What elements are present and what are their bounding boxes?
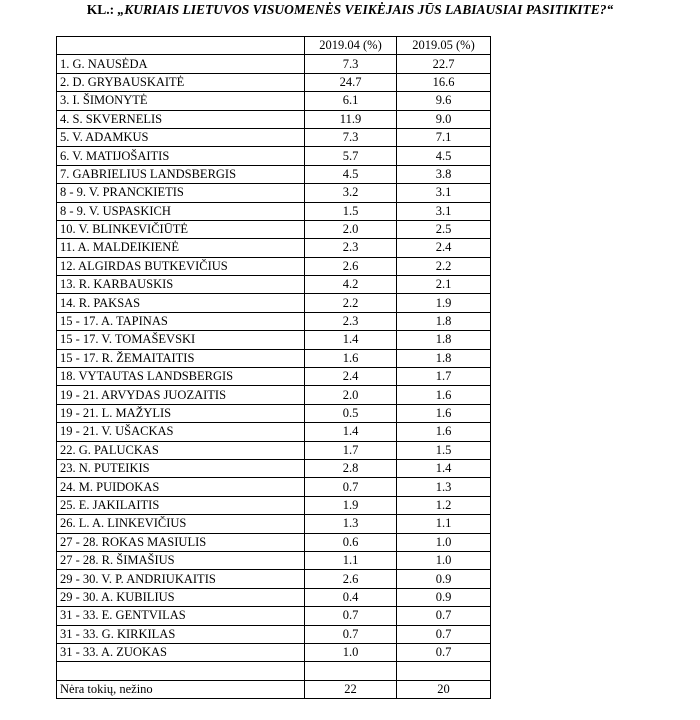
value-2019-04: 0.7 [305, 607, 397, 625]
person-name: 3. I. ŠIMONYTĖ [57, 92, 305, 110]
person-name: 24. M. PUIDOKAS [57, 478, 305, 496]
person-name: 19 - 21. L. MAŽYLIS [57, 404, 305, 422]
table-row [57, 643, 491, 661]
value-2019-05: 3.1 [397, 202, 491, 220]
table-row [57, 294, 491, 312]
table-row [57, 349, 491, 367]
value-2019-04: 1.4 [305, 423, 397, 441]
header-row [57, 37, 491, 55]
table-row [57, 257, 491, 275]
value-2019-05: 1.0 [397, 533, 491, 551]
table-row [57, 386, 491, 404]
value-2019-04: 2.6 [305, 257, 397, 275]
value-2019-05: 1.8 [397, 331, 491, 349]
footer-row [57, 680, 491, 698]
value-2019-04: 3.2 [305, 184, 397, 202]
value-2019-04: 1.4 [305, 331, 397, 349]
value-2019-04: 24.7 [305, 73, 397, 91]
value-2019-05: 1.8 [397, 312, 491, 330]
value-2019-05: 1.4 [397, 459, 491, 477]
table-body [57, 55, 491, 662]
value-2019-05: 1.6 [397, 423, 491, 441]
person-name: 19 - 21. ARVYDAS JUOZAITIS [57, 386, 305, 404]
person-name: 5. V. ADAMKUS [57, 128, 305, 146]
value-2019-05: 1.3 [397, 478, 491, 496]
value-2019-04: 2.2 [305, 294, 397, 312]
person-name: 31 - 33. G. KIRKILAS [57, 625, 305, 643]
person-name: 31 - 33. A. ZUOKAS [57, 643, 305, 661]
footer-2019-04: 22 [305, 680, 397, 698]
value-2019-05: 4.5 [397, 147, 491, 165]
spacer-row [57, 662, 491, 680]
value-2019-05: 0.9 [397, 588, 491, 606]
value-2019-04: 4.2 [305, 276, 397, 294]
table-row [57, 459, 491, 477]
value-2019-04: 0.7 [305, 625, 397, 643]
title-prefix: KL.: [86, 2, 118, 17]
person-name: 15 - 17. V. TOMAŠEVSKI [57, 331, 305, 349]
table-row [57, 625, 491, 643]
value-2019-04: 1.1 [305, 551, 397, 569]
person-name: 8 - 9. V. USPASKICH [57, 202, 305, 220]
table-row [57, 184, 491, 202]
value-2019-05: 2.4 [397, 239, 491, 257]
value-2019-05: 1.2 [397, 496, 491, 514]
value-2019-05: 2.2 [397, 257, 491, 275]
header-2019-04: 2019.04 (%) [305, 37, 397, 55]
table-row [57, 92, 491, 110]
value-2019-05: 22.7 [397, 55, 491, 73]
person-name: 12. ALGIRDAS BUTKEVIČIUS [57, 257, 305, 275]
table-row [57, 165, 491, 183]
value-2019-05: 2.1 [397, 276, 491, 294]
value-2019-04: 2.8 [305, 459, 397, 477]
value-2019-04: 2.3 [305, 239, 397, 257]
value-2019-05: 1.1 [397, 515, 491, 533]
value-2019-05: 3.8 [397, 165, 491, 183]
table-row [57, 220, 491, 238]
table-row [57, 478, 491, 496]
table-row [57, 110, 491, 128]
table-row [57, 239, 491, 257]
value-2019-05: 0.7 [397, 625, 491, 643]
header-name [57, 37, 305, 55]
person-name: 6. V. MATIJOŠAITIS [57, 147, 305, 165]
value-2019-05: 1.5 [397, 441, 491, 459]
person-name: 8 - 9. V. PRANCKIETIS [57, 184, 305, 202]
person-name: 19 - 21. V. UŠACKAS [57, 423, 305, 441]
value-2019-04: 0.5 [305, 404, 397, 422]
value-2019-05: 9.0 [397, 110, 491, 128]
value-2019-04: 7.3 [305, 55, 397, 73]
footer-label: Nėra tokių, nežino [57, 680, 305, 698]
person-name: 2. D. GRYBAUSKAITĖ [57, 73, 305, 91]
value-2019-05: 2.5 [397, 220, 491, 238]
table-row [57, 368, 491, 386]
person-name: 4. S. SKVERNELIS [57, 110, 305, 128]
person-name: 29 - 30. V. P. ANDRIUKAITIS [57, 570, 305, 588]
value-2019-04: 4.5 [305, 165, 397, 183]
table-row [57, 404, 491, 422]
table-row [57, 55, 491, 73]
value-2019-04: 5.7 [305, 147, 397, 165]
table-row [57, 588, 491, 606]
person-name: 22. G. PALUCKAS [57, 441, 305, 459]
value-2019-04: 1.9 [305, 496, 397, 514]
table-row [57, 331, 491, 349]
table-row [57, 147, 491, 165]
person-name: 15 - 17. A. TAPINAS [57, 312, 305, 330]
person-name: 27 - 28. ROKAS MASIULIS [57, 533, 305, 551]
table-row [57, 73, 491, 91]
person-name: 14. R. PAKSAS [57, 294, 305, 312]
value-2019-05: 16.6 [397, 73, 491, 91]
value-2019-05: 1.6 [397, 404, 491, 422]
person-name: 25. E. JAKILAITIS [57, 496, 305, 514]
table-row [57, 570, 491, 588]
value-2019-04: 2.6 [305, 570, 397, 588]
trust-poll-table [56, 36, 491, 699]
table-row [57, 128, 491, 146]
person-name: 7. GABRIELIUS LANDSBERGIS [57, 165, 305, 183]
table-row [57, 515, 491, 533]
value-2019-04: 1.5 [305, 202, 397, 220]
value-2019-04: 1.7 [305, 441, 397, 459]
table-row [57, 312, 491, 330]
value-2019-04: 11.9 [305, 110, 397, 128]
value-2019-04: 1.6 [305, 349, 397, 367]
value-2019-05: 1.0 [397, 551, 491, 569]
value-2019-05: 0.7 [397, 643, 491, 661]
poll-title [0, 2, 700, 18]
person-name: 27 - 28. R. ŠIMAŠIUS [57, 551, 305, 569]
person-name: 13. R. KARBAUSKIS [57, 276, 305, 294]
table-row [57, 276, 491, 294]
person-name: 15 - 17. R. ŽEMAITAITIS [57, 349, 305, 367]
table-row [57, 551, 491, 569]
value-2019-05: 0.7 [397, 607, 491, 625]
value-2019-04: 2.0 [305, 386, 397, 404]
value-2019-05: 3.1 [397, 184, 491, 202]
person-name: 1. G. NAUSĖDA [57, 55, 305, 73]
table-row [57, 202, 491, 220]
person-name: 11. A. MALDEIKIENĖ [57, 239, 305, 257]
value-2019-04: 2.0 [305, 220, 397, 238]
value-2019-04: 2.3 [305, 312, 397, 330]
value-2019-04: 7.3 [305, 128, 397, 146]
value-2019-04: 1.3 [305, 515, 397, 533]
person-name: 29 - 30. A. KUBILIUS [57, 588, 305, 606]
person-name: 31 - 33. E. GENTVILAS [57, 607, 305, 625]
table-row [57, 423, 491, 441]
table-row [57, 533, 491, 551]
value-2019-05: 0.9 [397, 570, 491, 588]
value-2019-04: 0.4 [305, 588, 397, 606]
table-row [57, 441, 491, 459]
value-2019-05: 7.1 [397, 128, 491, 146]
value-2019-04: 0.6 [305, 533, 397, 551]
title-question: „KURIAIS LIETUVOS VISUOMENĖS VEIKĖJAIS JŪS LABIAUSIAI PASITIKITE?“ [117, 2, 614, 17]
table-row [57, 607, 491, 625]
value-2019-04: 6.1 [305, 92, 397, 110]
value-2019-05: 1.7 [397, 368, 491, 386]
value-2019-05: 1.9 [397, 294, 491, 312]
footer-2019-05: 20 [397, 680, 491, 698]
value-2019-04: 0.7 [305, 478, 397, 496]
value-2019-05: 1.6 [397, 386, 491, 404]
value-2019-05: 9.6 [397, 92, 491, 110]
person-name: 18. VYTAUTAS LANDSBERGIS [57, 368, 305, 386]
person-name: 23. N. PUTEIKIS [57, 459, 305, 477]
header-2019-05: 2019.05 (%) [397, 37, 491, 55]
value-2019-04: 1.0 [305, 643, 397, 661]
value-2019-05: 1.8 [397, 349, 491, 367]
person-name: 26. L. A. LINKEVIČIUS [57, 515, 305, 533]
table-row [57, 496, 491, 514]
value-2019-04: 2.4 [305, 368, 397, 386]
person-name: 10. V. BLINKEVIČIŪTĖ [57, 220, 305, 238]
